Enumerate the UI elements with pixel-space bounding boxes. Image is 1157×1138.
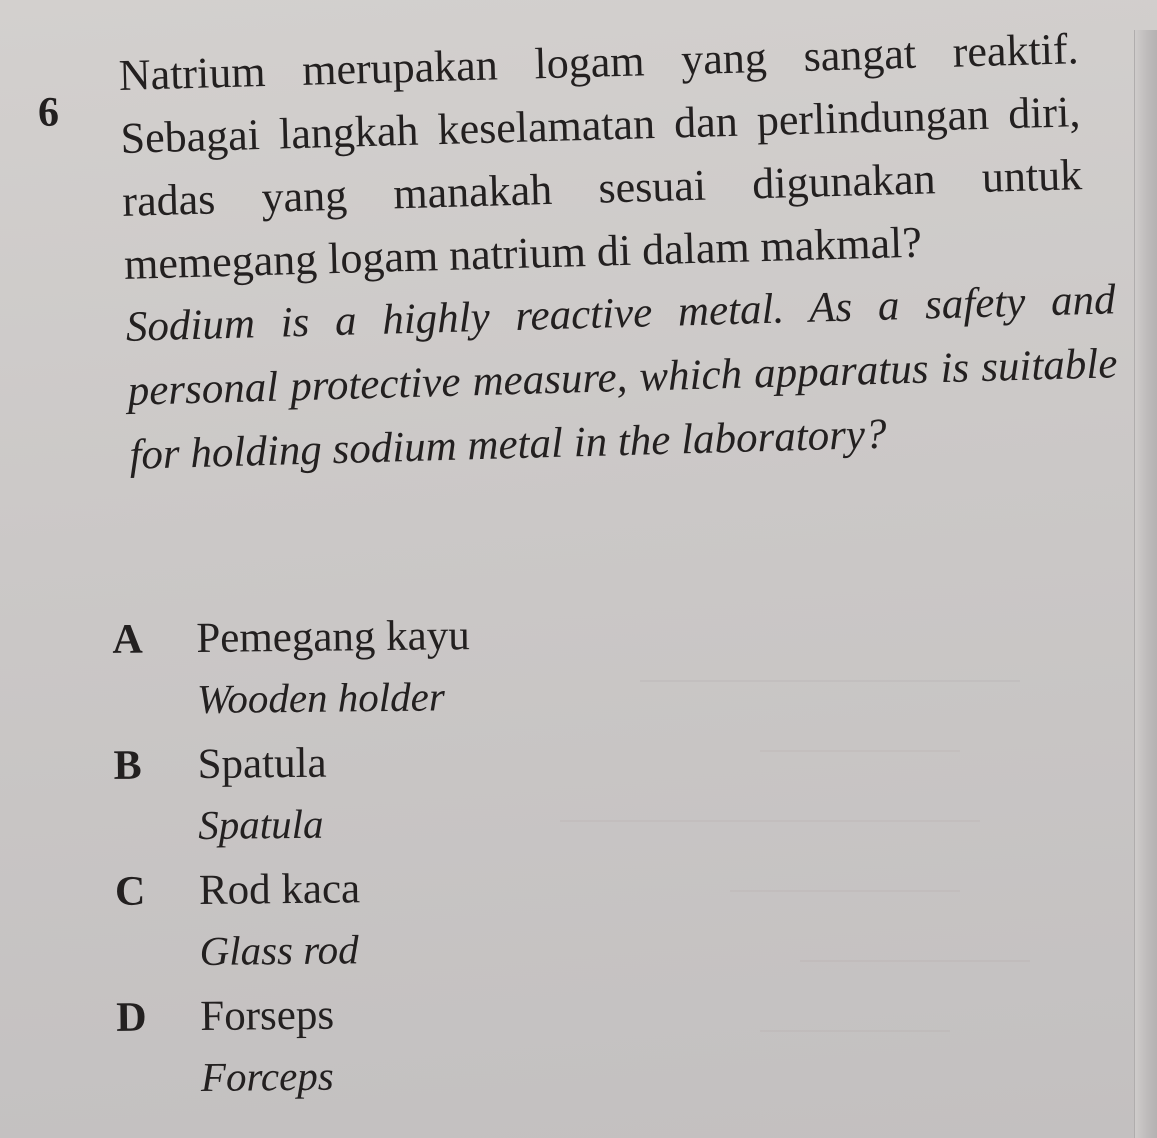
- show-through-mark: [730, 860, 960, 892]
- show-through-mark: [560, 790, 980, 822]
- page-edge: [1134, 30, 1157, 1138]
- option-text-english: Wooden holder: [196, 673, 446, 722]
- option-text-english: Spatula: [198, 800, 324, 848]
- option-b[interactable]: [101, 736, 327, 862]
- show-through-mark: [800, 930, 1030, 962]
- option-text-malay: Rod kaca: [198, 865, 361, 914]
- option-text-english: Glass rod: [199, 926, 359, 974]
- question-number: 6: [38, 90, 59, 136]
- option-text-malay: Pemegang kayu: [196, 612, 470, 662]
- option-text-malay: Forseps: [200, 991, 335, 1040]
- answer-options: [100, 610, 470, 1114]
- option-text-malay: Spatula: [197, 739, 327, 788]
- option-letter: C: [114, 868, 146, 915]
- show-through-mark: [760, 720, 960, 752]
- question-stem-english: Sodium is a highly reactive metal. As a safety and personal protective measure, which apparatus is suitable for holding sodium metal in the laboratory?: [125, 276, 1118, 479]
- option-text-english: Forceps: [200, 1052, 334, 1100]
- option-letter: A: [112, 616, 143, 663]
- show-through-mark: [760, 1000, 950, 1032]
- question-stem-malay: Natrium merupakan logam yang sangat reaktif. Sebagai langkah keselamatan dan perlindungan diri, radas yang manakah sesuai digunakan untuk memegang logam natrium di dalam makmal?: [118, 24, 1083, 289]
- option-a[interactable]: [100, 610, 470, 736]
- option-c[interactable]: [103, 862, 361, 988]
- option-letter: D: [116, 994, 147, 1041]
- question-stem: [118, 17, 1118, 488]
- option-d[interactable]: [104, 988, 335, 1114]
- show-through-mark: [640, 640, 1020, 682]
- option-letter: B: [113, 742, 142, 789]
